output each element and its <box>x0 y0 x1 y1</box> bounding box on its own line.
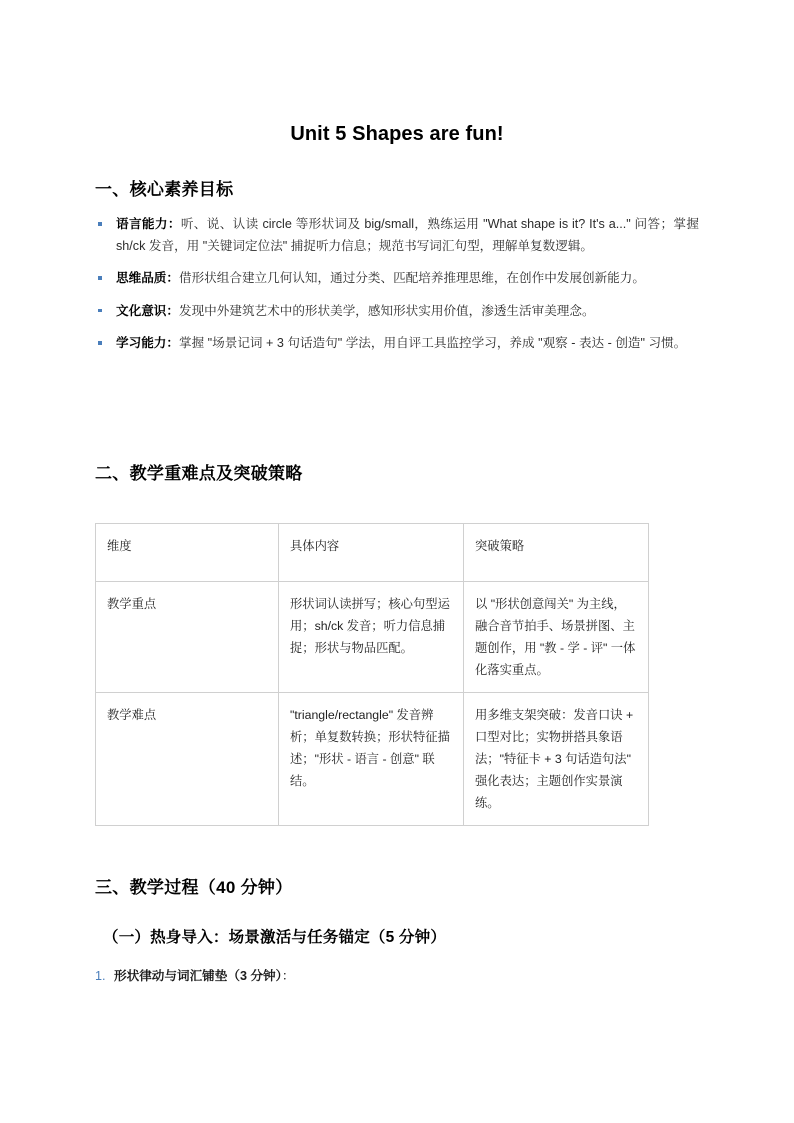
list-item <box>95 214 699 257</box>
section-heading-teaching-process: 三、教学过程（40 分钟） <box>95 878 293 897</box>
section-heading-core-literacy: 一、核心素养目标 <box>95 180 234 199</box>
table-header-cell-dimension: 维度 <box>96 524 279 582</box>
bullet-body-text: 掌握 "场景记词 + 3 句话造句" 学法，用自评工具监控学习，养成 "观察 - 表达 - 创造" 习惯。 <box>178 336 687 350</box>
key-difficulties-table-wrapper <box>95 523 648 826</box>
table-row <box>96 693 649 826</box>
core-literacy-bullet-list <box>95 214 699 355</box>
list-item-label: 形状律动与词汇铺垫（3 分钟） <box>114 969 282 983</box>
page-title: Unit 5 Shapes are fun! <box>290 123 504 145</box>
bullet-marker-icon <box>98 276 102 280</box>
table-header-cell-strategy: 突破策略 <box>464 524 649 582</box>
bullet-marker-icon <box>98 309 102 313</box>
table-cell-dimension: 教学难点 <box>96 693 279 826</box>
bullet-lead-label: 文化意识： <box>116 303 179 318</box>
table-header-cell-content: 具体内容 <box>279 524 464 582</box>
list-item-colon: ： <box>281 969 295 983</box>
bullet-lead-label: 思维品质： <box>116 271 179 285</box>
bullet-marker-icon <box>98 341 102 345</box>
warmup-step-list <box>95 966 699 987</box>
bullet-body-text: 发现中外建筑艺术中的形状美学，感知形状实用价值，渗透生活审美理念。 <box>178 303 595 318</box>
table-cell-strategy: 以 "形状创意闯关" 为主线，融合音节拍手、场景拼图、主题创作，用 "教 - 学 - 评" 一体化落实重点。 <box>464 582 649 693</box>
list-number-marker: 1. <box>95 969 106 983</box>
list-item <box>95 301 699 323</box>
list-item <box>95 333 699 355</box>
bullet-body-text: 借形状组合建立几何认知，通过分类、匹配培养推理思维，在创作中发展创新能力。 <box>178 271 645 285</box>
key-difficulties-table <box>95 523 649 826</box>
bullet-marker-icon <box>98 222 102 226</box>
bullet-body-text: 听、说、认读 circle 等形状词及 big/small，熟练运用 "What shape is it? It's a..." 问答；掌握 sh/ck 发音，用 "关键词定位法" 捕捉听力信息；规范书写词汇句型，理解单复数逻辑。 <box>116 217 699 253</box>
list-item <box>95 268 699 290</box>
table-row <box>96 582 649 693</box>
bullet-lead-label: 学习能力： <box>116 336 179 350</box>
table-cell-content: 形状词认读拼写；核心句型运用；sh/ck 发音；听力信息捕捉；形状与物品匹配。 <box>279 582 464 693</box>
table-cell-content: "triangle/rectangle" 发音辨析；单复数转换；形状特征描述；"形状 - 语言 - 创意" 联结。 <box>279 693 464 826</box>
subsection-heading-warmup: （一）热身导入：场景激活与任务锚定（5 分钟） <box>103 929 447 946</box>
table-cell-strategy: 用多维支架突破：发音口诀 + 口型对比；实物拼搭具象语法；"特征卡 + 3 句话造句法" 强化表达；主题创作实景演练。 <box>464 693 649 826</box>
table-header-row <box>96 524 649 582</box>
list-item <box>95 966 699 987</box>
bullet-lead-label: 语言能力： <box>116 217 181 231</box>
section-heading-key-difficulties: 二、教学重难点及突破策略 <box>95 464 303 483</box>
table-cell-dimension: 教学重点 <box>96 582 279 693</box>
